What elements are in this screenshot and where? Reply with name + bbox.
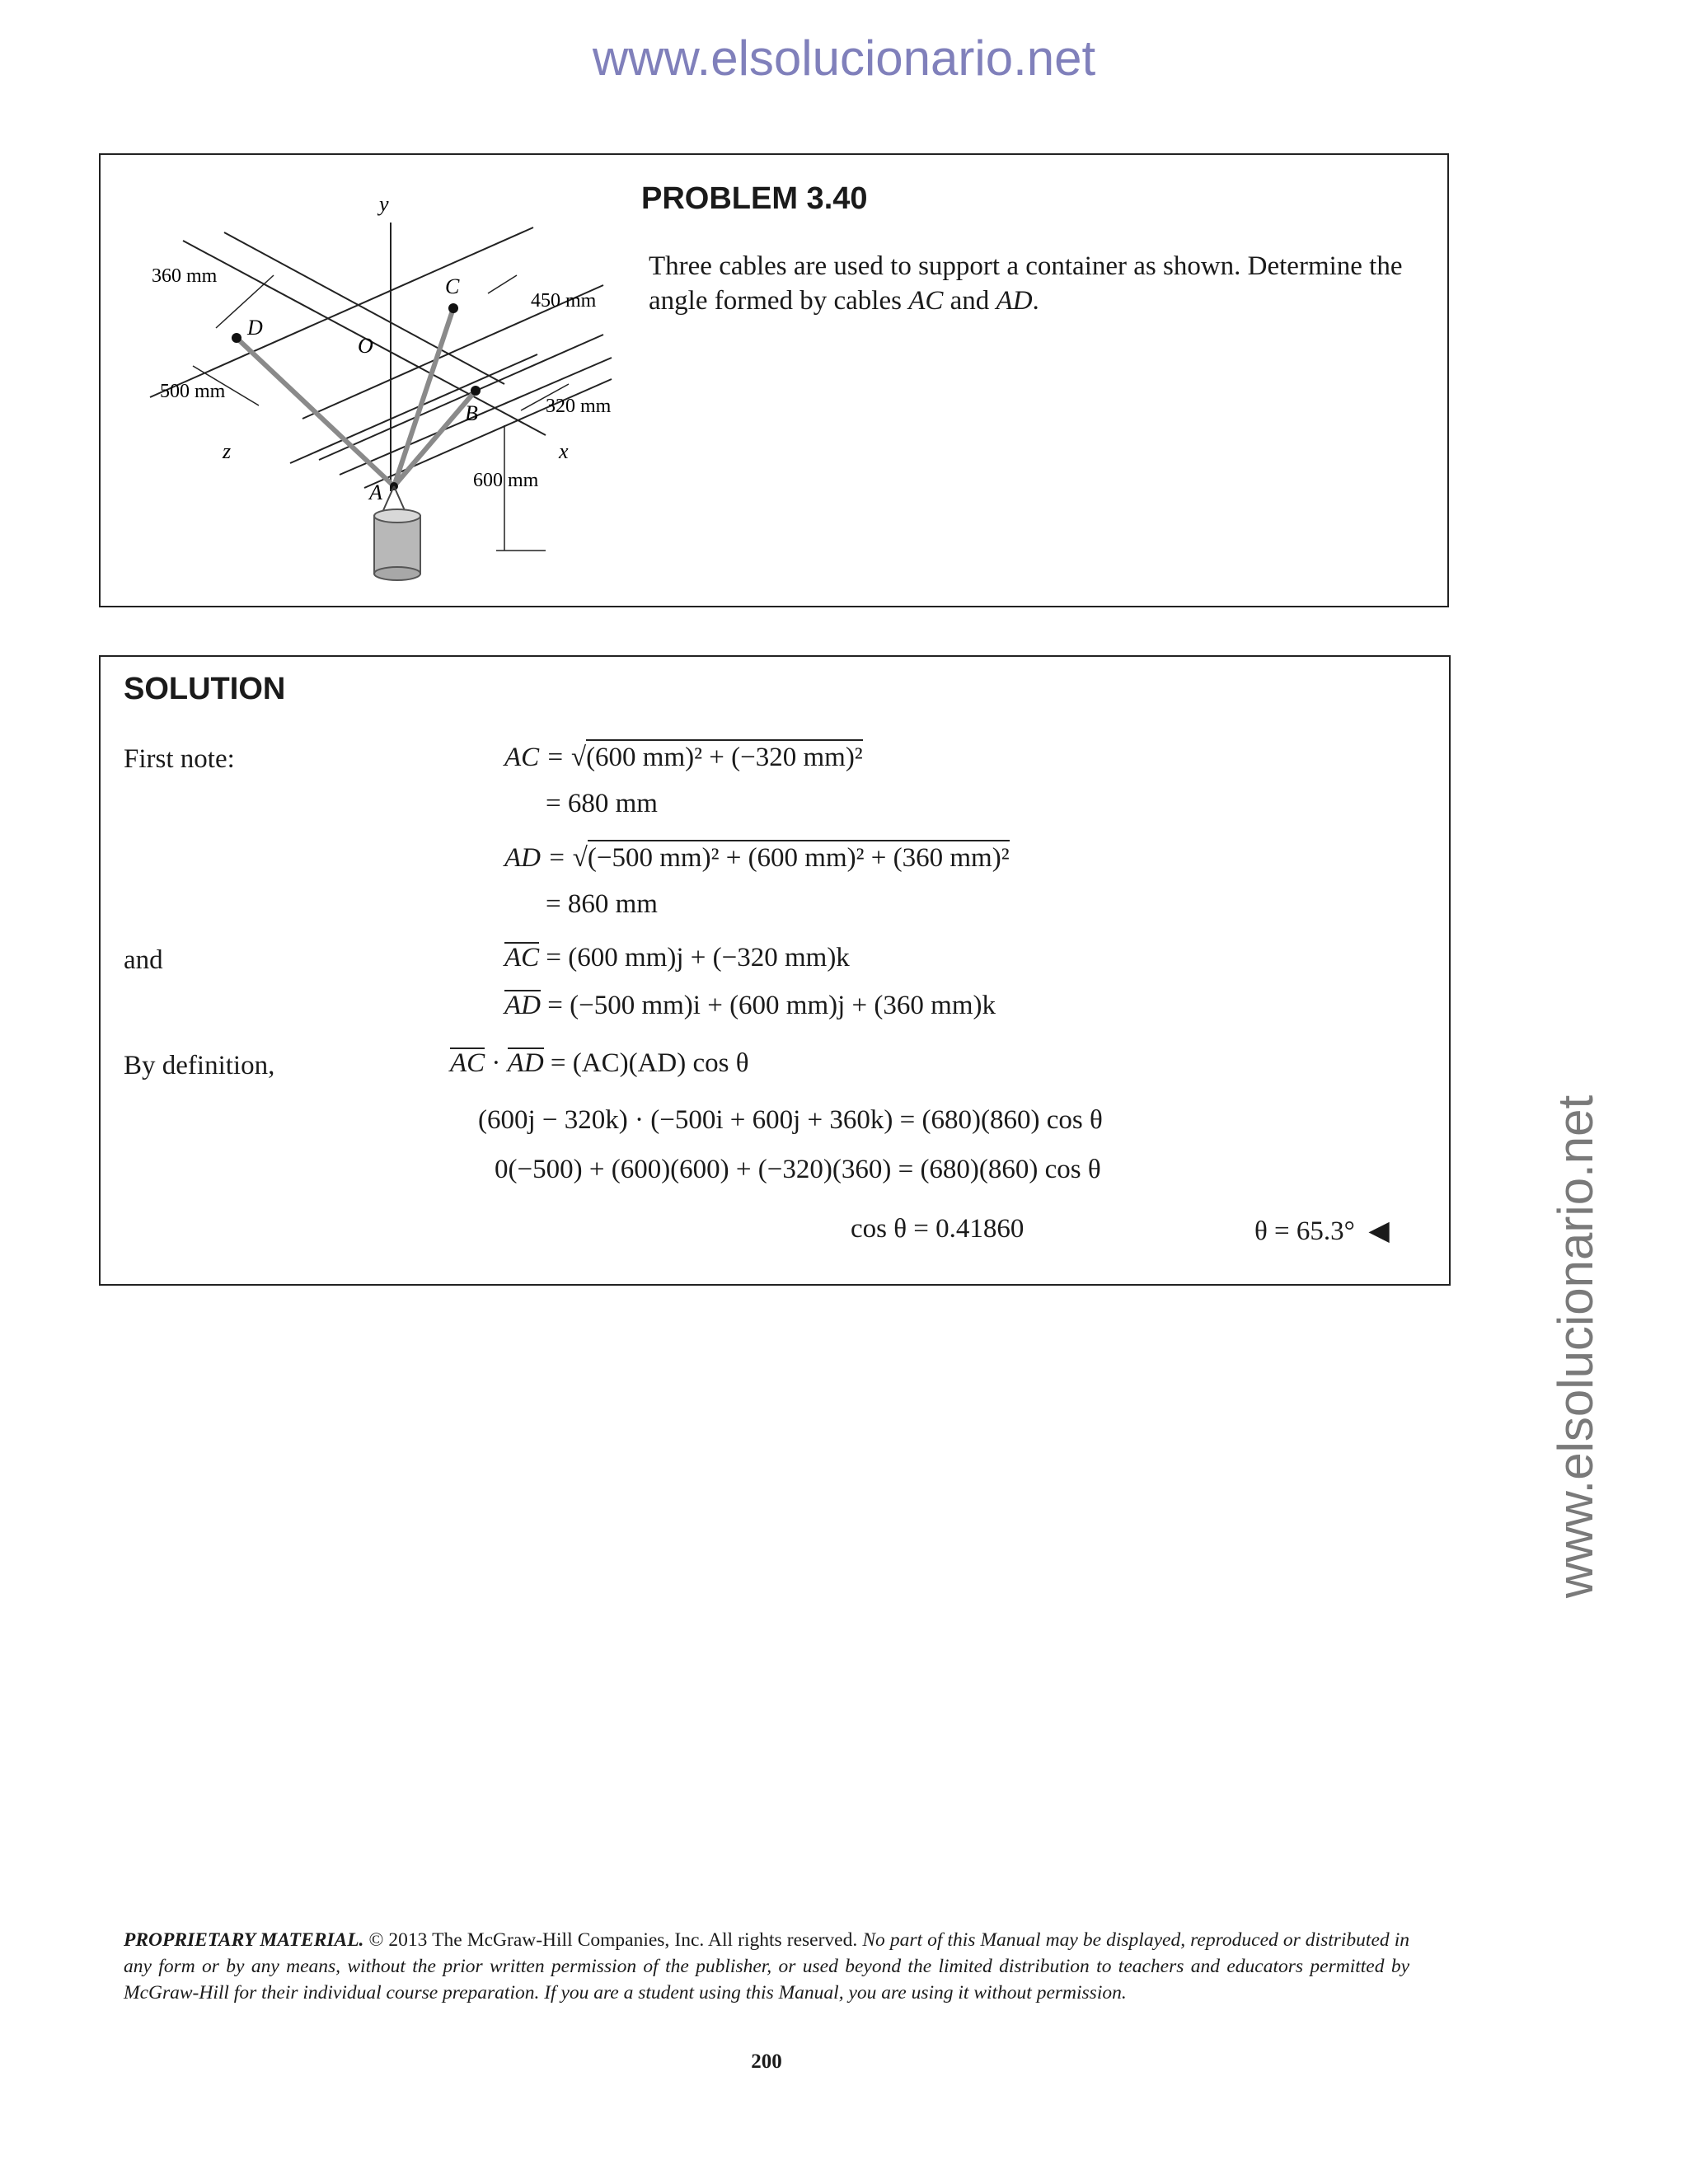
footer-notice: PROPRIETARY MATERIAL. © 2013 The McGraw-Hill Companies, Inc. All rights reserved. No part of this Manual may be displayed, reproduced or distributed in any form or by any means, without the prior written permission of the publisher, or used beyond the limited distribution to teachers and educators permitted by McGraw-Hill for their individual course preparation. If you are a student using this Manual, you are using it without permission. bbox=[124, 1929, 1409, 2004]
eq-ad-magnitude: AD = √(−500 mm)² + (600 mm)² + (360 mm)² bbox=[504, 840, 1010, 874]
problem-statement: Three cables are used to support a container as shown. Determine the angle formed by cables AC and AD. bbox=[649, 251, 1403, 316]
point-label-b: B bbox=[465, 401, 478, 425]
label-and: and bbox=[124, 945, 163, 975]
solution-title: SOLUTION bbox=[124, 672, 286, 706]
cable-support-figure bbox=[117, 170, 645, 598]
answer-marker-icon: ◀ bbox=[1368, 1216, 1390, 1246]
point-label-c: C bbox=[445, 274, 460, 298]
watermark-top: www.elsolucionario.net bbox=[592, 30, 1096, 86]
dim-450: 450 mm bbox=[531, 290, 597, 312]
eq-ad-result: = 860 mm bbox=[546, 889, 658, 919]
eq-cos-result: cos θ = 0.41860 bbox=[851, 1214, 1025, 1244]
eq-dot-product: (600j − 320k) · (−500i + 600j + 360k) = (680)(860) cos θ bbox=[478, 1105, 1103, 1135]
eq-ac-result: = 680 mm bbox=[546, 789, 658, 818]
point-label-o: O bbox=[358, 334, 373, 358]
page-number: 200 bbox=[751, 2050, 782, 2073]
label-first-note: First note: bbox=[124, 744, 235, 774]
problem-title: PROBLEM 3.40 bbox=[641, 181, 868, 216]
dim-600: 600 mm bbox=[473, 470, 539, 491]
point-label-a: A bbox=[369, 480, 382, 504]
axis-label-y: y bbox=[379, 192, 389, 216]
dim-320: 320 mm bbox=[546, 396, 612, 417]
axis-label-z: z bbox=[223, 439, 232, 463]
eq-ac-magnitude: AC = √(600 mm)² + (−320 mm)² bbox=[504, 739, 863, 773]
solution-box bbox=[99, 655, 1451, 1286]
problem-box bbox=[99, 153, 1449, 607]
dim-360: 360 mm bbox=[152, 265, 218, 287]
point-label-d: D bbox=[247, 316, 263, 340]
answer-theta: θ = 65.3° ◀ bbox=[1254, 1216, 1390, 1246]
axis-label-x: x bbox=[559, 439, 569, 463]
dim-500: 500 mm bbox=[160, 381, 226, 402]
watermark-side: www.elsolucionario.net bbox=[1548, 1094, 1603, 1599]
eq-expanded: 0(−500) + (600)(600) + (−320)(360) = (680)(860) cos θ bbox=[495, 1155, 1101, 1184]
eq-vector-ac: AC = (600 mm)j + (−320 mm)k bbox=[504, 943, 850, 972]
eq-vector-ad: AD = (−500 mm)i + (600 mm)j + (360 mm)k bbox=[504, 991, 996, 1020]
eq-definition: AC · AD = (AC)(AD) cos θ bbox=[450, 1048, 749, 1078]
label-by-definition: By definition, bbox=[124, 1051, 275, 1080]
